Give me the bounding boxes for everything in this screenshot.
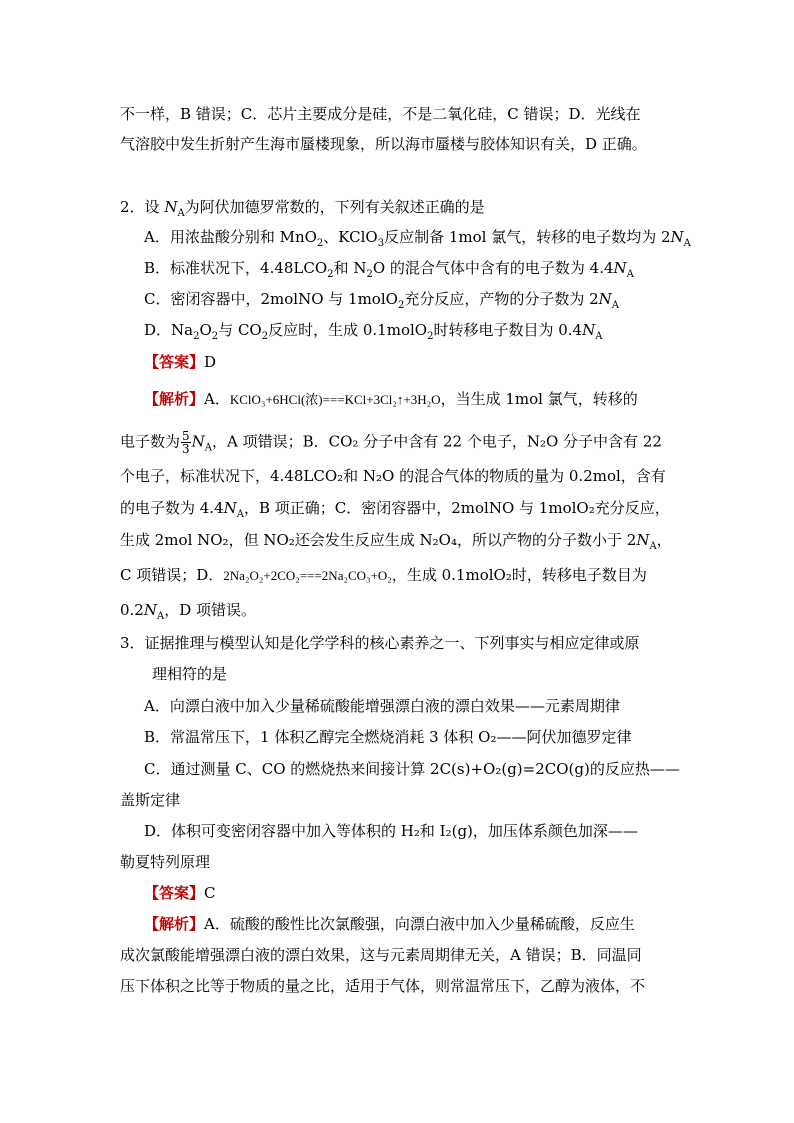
analysis-tag: 【解析】 (144, 915, 205, 933)
option-text: C．密闭容器中，2molNO 与 1molO (144, 290, 398, 308)
equation: 2Na₂O₂+2CO₂===2Na₂CO₃+O₂ (223, 568, 392, 583)
subscript: 2 (366, 269, 373, 280)
option-a (144, 227, 691, 254)
question-3-stem: 3．证据推理与模型认知是化学学科的核心素养之一、下列事实与相应定律或原 (120, 634, 640, 652)
analysis-text: A．硫酸的酸性比次氯酸强，向漂白液中加入少量稀硫酸，反应生 (204, 915, 635, 933)
answer-line (144, 352, 216, 372)
answer-tag: 【答案】 (144, 884, 205, 902)
subscript: 2 (327, 269, 334, 280)
option-text: D．Na (144, 321, 194, 339)
stem-text: 为阿伏加德罗常数的，下列有关叙述正确的是 (184, 198, 485, 216)
question-2-stem (120, 197, 485, 224)
option-text: 充分反应，产物的分子数为 2 (404, 290, 599, 308)
option-text: 与 CO (218, 321, 262, 339)
option-c-cont: 盖斯定律 (120, 791, 181, 809)
option-text: 反应时，生成 0.1molO (268, 321, 428, 339)
na-symbol: N (613, 259, 627, 277)
fraction (181, 430, 191, 455)
analysis-tag: 【解析】 (144, 390, 205, 408)
question-number: 2．设 (120, 198, 165, 216)
option-d (144, 320, 602, 347)
option-text: 和 N (333, 259, 367, 277)
subscript: 3 (377, 238, 385, 249)
option-text: 反应制备 1mol 氯气，转移的电子数均为 2 (384, 228, 671, 246)
analysis-text: 电子数为 (120, 432, 181, 451)
analysis-line (120, 430, 662, 459)
analysis-text: C 项错误；D． (120, 566, 224, 584)
na-symbol: N (143, 601, 157, 619)
question-3-stem-cont: 理相符的是 (152, 665, 228, 683)
subscript: 2 (261, 331, 269, 342)
equation: KClO₃+6HCl(浓)===KCl+3Cl₂↑+3H₂O (229, 392, 441, 407)
option-d: D．体积可变密闭容器中加入等体积的 H₂和 I₂(g)，加压体系颜色加深—— (144, 822, 638, 840)
option-c (144, 289, 619, 316)
na-subscript: A (204, 442, 213, 454)
option-b: B．常温常压下，1 体积乙醇完全燃烧消耗 3 体积 O₂——阿伏加德罗定律 (144, 728, 632, 746)
analysis-line (120, 498, 670, 525)
option-b (144, 258, 634, 285)
answer-line (144, 883, 216, 903)
na-subscript: A (156, 611, 165, 622)
subscript: 2 (211, 331, 219, 342)
option-text: B．标准状况下，4.48LCO (144, 259, 328, 277)
na-symbol: N (191, 432, 205, 451)
na-symbol: N (164, 198, 178, 216)
option-text: A．用浓盐酸分别和 MnO (144, 228, 317, 246)
option-text: 、KClO (323, 228, 378, 246)
analysis-text: ，A 项错误；B．CO₂ 分子中含有 22 个电子，N₂O 分子中含有 22 (212, 432, 662, 451)
answer-value: C (204, 884, 216, 902)
na-symbol: N (670, 228, 684, 246)
na-subscript: A (595, 331, 603, 342)
na-subscript: A (683, 238, 691, 249)
na-subscript: A (236, 509, 244, 520)
analysis-line (120, 530, 672, 557)
option-text: O (199, 321, 212, 339)
na-symbol: N (223, 499, 237, 517)
analysis-text: ，D 项错误。 (164, 601, 257, 619)
analysis-line (120, 565, 647, 586)
fraction-numerator: 5 (182, 429, 190, 443)
subscript: 2 (193, 331, 200, 342)
na-subscript: A (626, 269, 634, 280)
analysis-text: A． (204, 390, 230, 408)
analysis-line: 压下体积之比等于物质的量之比，适用于气体，则常温常压下，乙醇为液体，不 (120, 977, 646, 995)
na-subscript: A (649, 541, 657, 552)
option-c: C．通过测量 C、CO 的燃烧热来间接计算 2C(s)+O₂(g)=2CO(g)的反应热—— (144, 760, 680, 778)
analysis-text: ， (656, 531, 672, 549)
analysis-line (120, 600, 256, 627)
analysis-line: 成次氯酸能增强漂白液的漂白效果，这与元素周期律无关，A 错误；B．同温同 (120, 946, 642, 964)
option-text: 时转移电子数目为 0.4 (433, 321, 583, 339)
na-symbol: N (598, 290, 612, 308)
analysis-text: ，生成 0.1molO₂时，转移电子数目为 (391, 566, 647, 584)
analysis-line: 个电子，标准状况下，4.48LCO₂和 N₂O 的混合气体的物质的量为 0.2mol，含有 (120, 467, 666, 485)
analysis-line (144, 389, 638, 410)
option-text: O 的混合气体中含有的电子数为 4.4 (372, 259, 614, 277)
option-d-cont: 勒夏特列原理 (120, 853, 211, 871)
option-a: A．向漂白液中加入少量稀硫酸能增强漂白液的漂白效果——元素周期律 (144, 697, 620, 715)
text-line: 不一样，B 错误；C．芯片主要成分是硅，不是二氧化硅，C 错误；D．光线在 (120, 105, 641, 123)
subscript: 2 (316, 238, 324, 249)
analysis-text: 的电子数为 4.4 (120, 499, 224, 517)
na-subscript: A (177, 208, 185, 219)
analysis-text: ，B 项正确；C．密闭容器中，2molNO 与 1molO₂充分反应， (243, 499, 670, 517)
na-symbol: N (636, 531, 650, 549)
analysis-line (144, 914, 635, 934)
analysis-text: 0.2 (120, 601, 144, 619)
fraction-denominator: 3 (182, 442, 190, 456)
na-subscript: A (611, 300, 619, 311)
subscript: 2 (427, 331, 434, 342)
na-symbol: N (582, 321, 596, 339)
answer-tag: 【答案】 (144, 353, 205, 371)
subscript: 2 (397, 300, 405, 311)
text-line: 气溶胶中发生折射产生海市蜃楼现象，所以海市蜃楼与胶体知识有关，D 正确。 (120, 135, 647, 153)
analysis-text: 生成 2mol NO₂，但 NO₂还会发生反应生成 N₂O₄，所以产物的分子数小于 2 (120, 531, 637, 549)
analysis-text: ，当生成 1mol 氯气，转移的 (440, 390, 638, 408)
answer-value: D (204, 353, 217, 371)
